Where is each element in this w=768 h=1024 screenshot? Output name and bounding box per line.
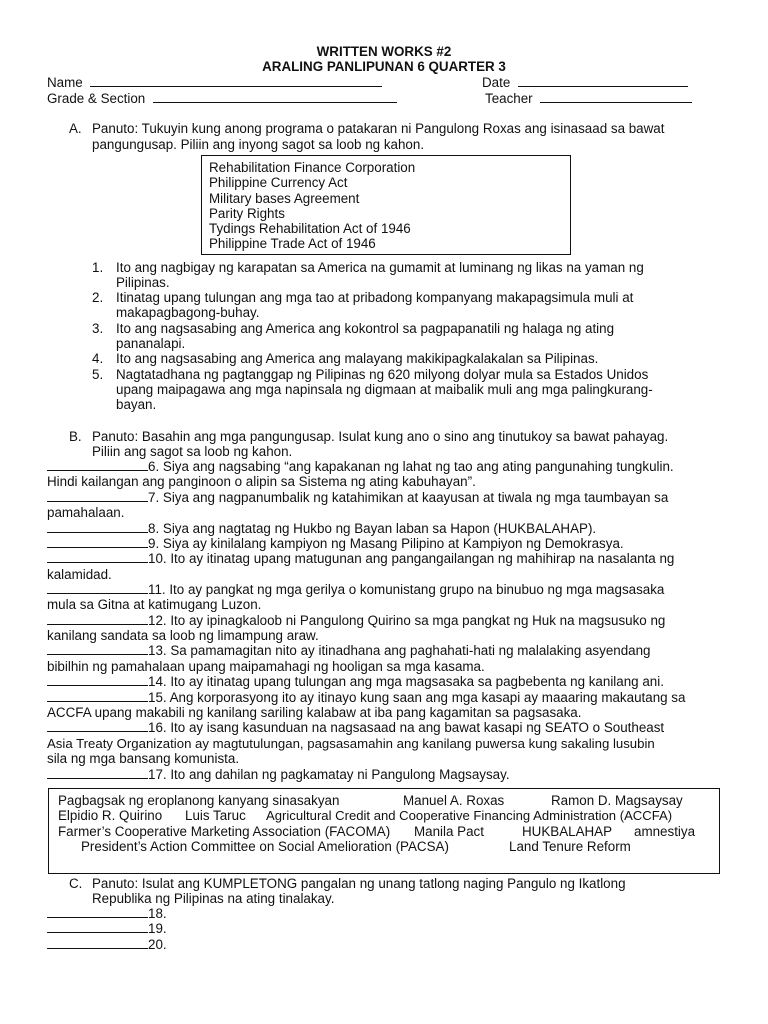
item-number: 1. [92,260,104,275]
part-b-choices-box [48,788,720,874]
item-number: 4. [92,351,104,366]
item-text: Nagtatadhana ng pagtanggap ng Pilipinas ng 620 milyong dolyar mula sa Estados Unidos [116,367,649,382]
choice-item: HUKBALAHAP [522,824,613,839]
worksheet-title: WRITTEN WORKS #2 [316,44,452,59]
grade-label: Grade & Section [47,91,146,106]
part-a-choices-box [201,155,571,255]
answer-blank[interactable] [47,906,148,918]
part-c-item-19 [47,921,167,936]
name-row [47,75,382,90]
choice-item: amnestiya [634,824,696,839]
item-text: 14. Ito ay itinatag upang tulungan ang mga magsasaka sa pagbebenta ng kanilang ani. [148,674,664,689]
item-text: 7. Siya ang nagpanumbalik ng katahimikan at kaayusan at tiwala ng mga taumbayan sa [148,490,669,505]
item-text: Pilipinas. [116,275,170,290]
item-text: 8. Siya ang nagtatag ng Hukbo ng Bayan laban sa Hapon (HUKBALAHAP). [148,521,597,536]
answer-blank[interactable] [47,690,148,702]
part-b-letter: B. [69,429,82,444]
part-b-item-7 [47,490,668,505]
part-b-item-13 [47,643,651,658]
answer-blank[interactable] [47,551,148,563]
part-a-instruction-line-2: pangungusap. Piliin ang inyong sagot sa loob ng kahon. [92,137,425,152]
teacher-label: Teacher [485,91,533,106]
part-b-item-17 [47,767,510,782]
item-text: bayan. [116,397,157,412]
choice-item: Luis Taruc [185,808,246,823]
item-text: 12. Ito ay ipinagkaloob ni Pangulong Quirino sa mga pangkat ng Huk na magsusuko ng [148,613,666,628]
choice-item: Rehabilitation Finance Corporation [209,160,416,175]
part-b-instruction-line-1: Panuto: Basahin ang mga pangungusap. Isulat kung ano o sino ang tinutukoy sa bawat pahayag. [92,429,669,444]
item-number: 20. [148,937,167,952]
part-c-item-20 [47,937,167,952]
part-b-item-16 [47,720,664,735]
teacher-row [485,91,692,106]
item-text-continued: mula sa Gitna at katimugang Luzon. [47,597,262,612]
item-text: Itinatag upang tulungan ang mga tao at pribadong kompanyang makapagsimula muli at [116,290,634,305]
part-c-letter: C. [69,876,83,891]
answer-blank[interactable] [47,937,148,949]
item-text: 15. Ang korporasyong ito ay itinayo kung saan ang mga kasapi ay maaaring makautang sa [148,690,686,705]
item-number: 19. [148,921,167,936]
part-b-item-9 [47,536,624,551]
part-b-item-6 [47,459,674,474]
answer-blank[interactable] [47,921,148,933]
part-b-instruction-line-2: Piliin ang sagot sa loob ng kahon. [92,444,293,459]
part-b-item-15 [47,690,685,705]
choice-item: Manuel A. Roxas [403,793,505,808]
item-text: 9. Siya ay kinilalang kampiyon ng Masang Pilipino at Kampiyon ng Demokrasya. [148,536,624,551]
choice-item: Elpidio R. Quirino [58,808,163,823]
part-c-instruction-line-1: Panuto: Isulat ang KUMPLETONG pangalan ng unang tatlong naging Pangulo ng Ikatlong [92,876,626,891]
item-text: 6. Siya ang nagsabing “ang kapakanan ng lahat ng tao ang ating pangunahing tungkulin. [148,459,674,474]
part-b-item-11 [47,582,664,597]
part-c-instruction-line-2: Republika ng Pilipinas na ating tinalakay. [92,891,335,906]
item-text: 17. Ito ang dahilan ng pagkamatay ni Pangulong Magsaysay. [148,767,510,782]
item-text: upang maipagawa ang mga napinsala ng digmaan at maibalik muli ang mga palingkurang- [116,382,653,397]
item-text-continued: kalamidad. [47,567,112,582]
answer-blank[interactable] [47,720,148,732]
item-text-continued: pamahalaan. [47,505,125,520]
choice-item: President’s Action Committee on Social Amelioration (PACSA) [81,839,449,854]
item-number: 2. [92,290,104,305]
item-text: 13. Sa pamamagitan nito ay itinadhana ang paghahati-hati ng malalaking asyendang [148,643,651,658]
part-b-item-12 [47,613,665,628]
choice-item: Military bases Agreement [209,190,360,206]
grade-field[interactable] [153,91,397,103]
choice-item: Agricultural Credit and Cooperative Financing Administration (ACCFA) [266,808,673,823]
part-b-item-14 [47,674,664,689]
item-number: 3. [92,321,104,336]
choice-item: Manila Pact [414,824,484,839]
item-text: Ito ang nagbigay ng karapatan sa America na gumamit at luminang ng likas na yaman ng [116,260,644,275]
answer-blank[interactable] [47,674,148,686]
item-number: 18. [148,906,167,921]
answer-blank[interactable] [47,490,148,502]
item-text: Ito ang nagsasabing ang America ang kokontrol sa pagpapanatili ng halaga ng ating [116,321,615,336]
answer-blank[interactable] [47,643,148,655]
answer-blank[interactable] [47,459,148,471]
part-a-instruction-line-1: Panuto: Tukuyin kung anong programa o patakaran ni Pangulong Roxas ang isinasaad sa bawat [92,121,665,136]
item-text: 11. Ito ay pangkat ng mga gerilya o komunistang grupo na binubuo ng mga magsasaka [148,582,665,597]
choice-item: Philippine Trade Act of 1946 [209,236,376,252]
item-text: 10. Ito ay itinatag upang matugunan ang pangangailangan ng mahihirap na nasalanta ng [148,551,675,566]
item-text-continued: kanilang sandata sa loob ng limampung araw. [47,628,319,643]
grade-row [47,91,397,106]
part-c-item-18 [47,906,167,921]
answer-blank[interactable] [47,521,148,533]
part-b-item-10 [47,551,674,566]
item-text-continued: ACCFA upang makabili ng kanilang sariling kalabaw at iba pang kagamitan sa pagsasaka. [47,705,582,720]
item-text-continued: sila ng mga bansang komunista. [47,751,240,766]
worksheet-subtitle: ARALING PANLIPUNAN 6 QUARTER 3 [262,59,506,74]
choice-item: Tydings Rehabilitation Act of 1946 [209,221,411,237]
part-a-letter: A. [69,121,82,136]
item-text: 16. Ito ay isang kasunduan na nagsasaad na ang bawat kasapi ng SEATO o Southeast [148,720,665,735]
item-text-continued: Asia Treaty Organization ay magtutulungan, pagsasamahin ang kanilang puwersa kung sakaling lusubin [47,736,655,751]
choice-item: Parity Rights [209,205,285,221]
name-field[interactable] [90,75,382,87]
answer-blank[interactable] [47,613,148,625]
answer-blank[interactable] [47,536,148,548]
date-label: Date [482,75,511,90]
choice-item: Farmer’s Cooperative Marketing Association (FACOMA) [58,824,391,839]
choice-item: Philippine Currency Act [209,175,348,191]
answer-blank[interactable] [47,582,148,594]
choice-item: Ramon D. Magsaysay [551,793,683,808]
name-label: Name [47,75,83,90]
choice-item: Pagbagsak ng eroplanong kanyang sinasakyan [58,793,340,808]
item-text-continued: Hindi kailangan ang panginoon o alipin sa Sistema ng ating kabuhayan”. [47,474,476,489]
part-b-item-8 [47,521,596,536]
date-field[interactable] [518,75,688,87]
item-number: 5. [92,367,104,382]
item-text: pananalapi. [116,336,186,351]
answer-blank[interactable] [47,767,148,779]
choice-item: Land Tenure Reform [509,839,631,854]
item-text-continued: bibilhin ng pamahalaan upang maipamahagi ng hooligan sa mga kasama. [47,659,485,674]
item-text: Ito ang nagsasabing ang America ang malayang makikipagkalakalan sa Pilipinas. [116,351,599,366]
date-row [482,75,688,90]
item-text: makapagbagong-buhay. [116,305,260,320]
teacher-field[interactable] [540,91,692,103]
